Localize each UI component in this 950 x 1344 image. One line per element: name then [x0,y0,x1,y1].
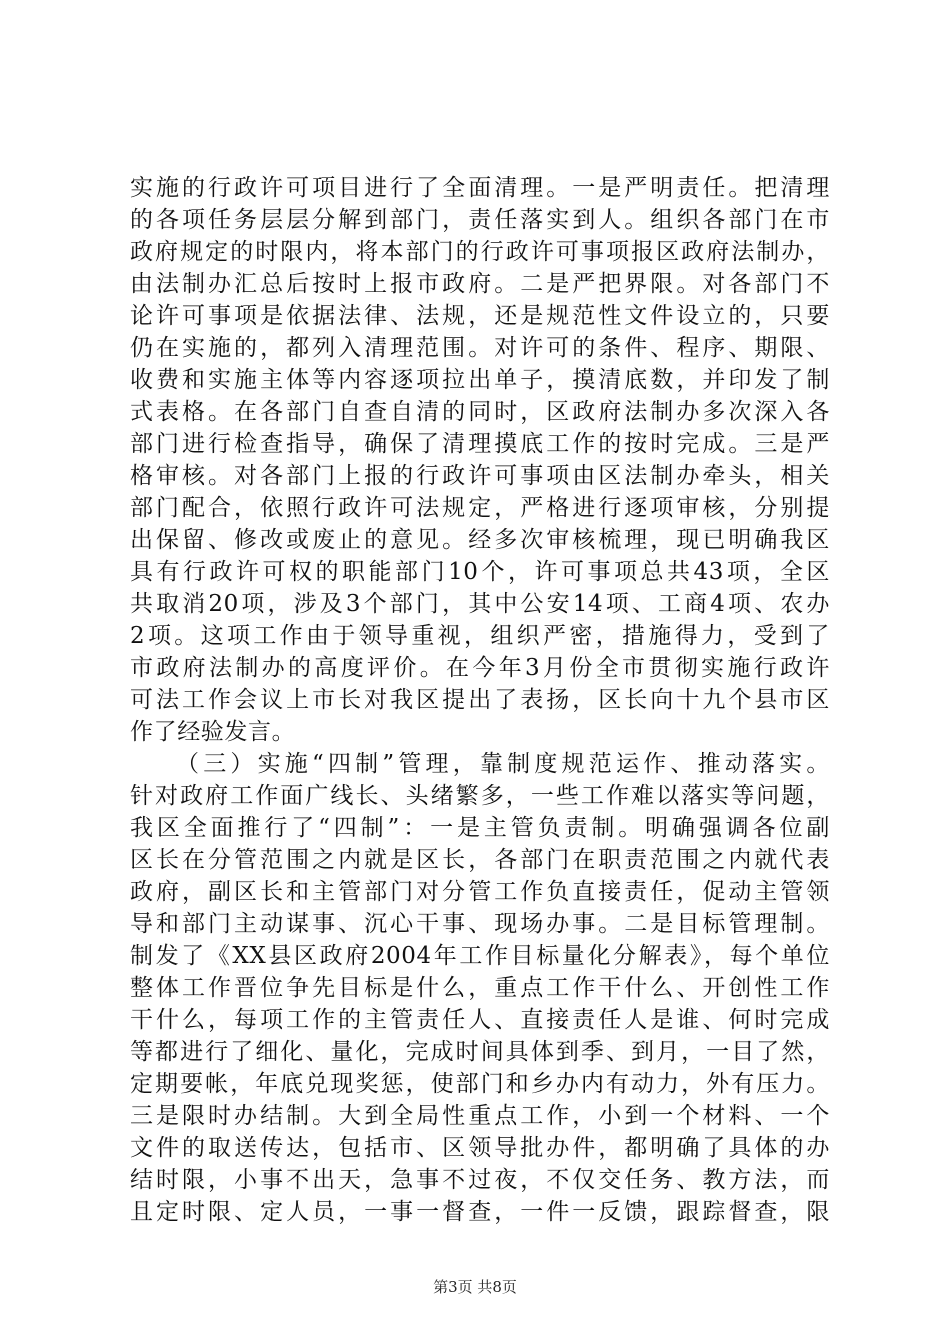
text-line-26: 整体工作晋位争先目标是什么，重点工作干什么、开创性工作 [130,975,830,1001]
text-line-1: 实施的行政许可项目进行了全面清理。一是严明责任。把清理 [130,175,830,201]
text-line-29: 定期要帐，年底兑现奖惩，使部门和乡办内有动力，外有压力。 [130,1071,830,1097]
text-line-24: 导和部门主动谋事、沉心干事、现场办事。二是目标管理制。 [130,911,830,937]
text-line-17: 可法工作会议上市长对我区提出了表扬，区长向十九个县市区 [130,687,830,713]
text-line-22: 区长在分管范围之内就是区长，各部门在职责范围之内就代表 [130,847,830,873]
text-line-20: 针对政府工作面广线长、头绪繁多，一些工作难以落实等问题， [130,783,830,809]
text-line-14: 共取消20项，涉及3个部门，其中公安14项、工商4项、农办 [130,591,830,617]
text-line-5: 论许可事项是依据法律、法规，还是规范性文件设立的，只要 [130,303,830,329]
text-line-11: 部门配合，依照行政许可法规定，严格进行逐项审核，分别提 [130,495,830,521]
text-line-7: 收费和实施主体等内容逐项拉出单子，摸清底数，并印发了制 [130,367,830,393]
text-line-10: 格审核。对各部门上报的行政许可事项由区法制办牵头，相关 [130,463,830,489]
text-line-18: 作了经验发言。 [130,719,296,745]
text-line-28: 等都进行了细化、量化，完成时间具体到季、到月，一目了然， [130,1039,830,1065]
text-line-6: 仍在实施的，都列入清理范围。对许可的条件、程序、期限、 [130,335,830,361]
text-line-27: 干什么，每项工作的主管责任人、直接责任人是谁、何时完成 [130,1007,830,1033]
text-line-12: 出保留、修改或废止的意见。经多次审核梳理，现已明确我区 [130,527,830,553]
text-line-23: 政府，副区长和主管部门对分管工作负直接责任，促动主管领 [130,879,830,905]
text-line-2: 的各项任务层层分解到部门，责任落实到人。组织各部门在市 [130,207,830,233]
text-line-16: 市政府法制办的高度评价。在今年3月份全市贯彻实施行政许 [130,655,830,681]
text-line-3: 政府规定的时限内，将本部门的行政许可事项报区政府法制办， [130,239,830,265]
text-line-15: 2项。这项工作由于领导重视，组织严密，措施得力，受到了 [130,623,830,649]
page-number-footer: 第3页 共8页 [433,1278,517,1296]
text-line-33: 且定时限、定人员，一事一督查，一件一反馈，跟踪督查，限 [130,1199,830,1225]
text-line-8: 式表格。在各部门自查自清的同时，区政府法制办多次深入各 [130,399,830,425]
text-line-9: 部门进行检查指导，确保了清理摸底工作的按时完成。三是严 [130,431,830,457]
text-line-13: 具有行政许可权的职能部门10个，许可事项总共43项，全区 [130,559,830,585]
text-line-31: 文件的取送传达，包括市、区领导批办件，都明确了具体的办 [130,1135,830,1161]
section-heading-line: （三）实施“四制”管理，靠制度规范运作、推动落实。 [176,751,830,777]
text-line-32: 结时限，小事不出天，急事不过夜，不仅交任务、教方法，而 [130,1167,830,1193]
document-body [130,172,830,1228]
text-line-30: 三是限时办结制。大到全局性重点工作，小到一个材料、一个 [130,1103,830,1129]
text-line-25: 制发了《XX县区政府2004年工作目标量化分解表》，每个单位 [130,943,830,969]
text-line-21: 我区全面推行了“四制”：一是主管负责制。明确强调各位副 [130,815,830,841]
text-line-4: 由法制办汇总后按时上报市政府。二是严把界限。对各部门不 [130,271,830,297]
